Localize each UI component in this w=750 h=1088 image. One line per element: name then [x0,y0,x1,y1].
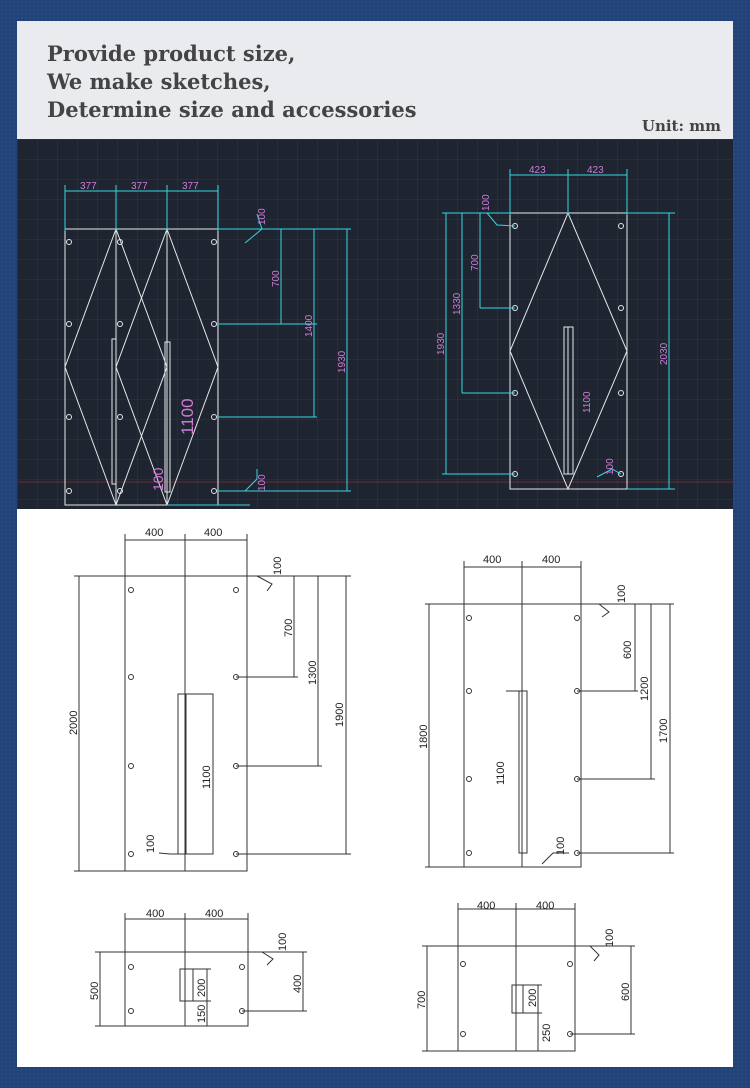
d3-h400: 400 [292,974,304,993]
unit-label: Unit: mm [641,117,721,135]
drawing-700 [422,903,635,1051]
d4-h200: 200 [527,988,539,1007]
d1-h1300: 1300 [307,660,319,685]
cad-right-d1330: 1330 [452,292,463,315]
d2-h600: 600 [622,640,634,659]
d2-h1700: 1700 [658,718,670,743]
cad-left-d700: 700 [271,270,282,287]
cad-right-d2030: 2030 [659,342,670,365]
d2-h1800: 1800 [418,724,430,749]
cad-drawing-panel [17,139,733,509]
d2-h100: 100 [616,584,628,603]
d4-h100: 100 [604,928,616,947]
drawing-2000 [74,534,351,871]
header-panel [17,21,733,139]
cad-left-w3: 377 [182,181,199,192]
d2-h1200: 1200 [639,676,651,701]
d4-h700: 700 [416,990,428,1009]
d4-w1: 400 [477,900,496,912]
d1-h100b: 100 [145,834,157,853]
drawing-1800 [425,561,674,867]
d3-w2: 400 [205,908,224,920]
d4-h250: 250 [541,1023,553,1042]
cad-left-d1100: 1100 [178,398,197,435]
header-line-3: Determine size and accessories [47,97,417,122]
d3-h150: 150 [196,1004,208,1023]
cad-right-d1930: 1930 [436,332,447,355]
d2-w2: 400 [542,554,561,566]
d1-h700: 700 [283,618,295,637]
cad-left-d100-bottom: 100 [257,474,268,491]
technical-drawings [17,509,733,1067]
cad-svg [17,139,733,509]
d3-h100: 100 [277,932,289,951]
d1-h2000: 2000 [68,710,80,735]
d2-h100b: 100 [555,836,567,855]
d4-h600: 600 [620,982,632,1001]
cad-right-d700: 700 [470,254,481,271]
cad-right-w2: 423 [587,165,604,176]
cad-right-d100-top: 100 [481,194,492,211]
cad-left-w2: 377 [131,181,148,192]
d3-h500: 500 [89,981,101,1000]
d3-h200: 200 [196,978,208,997]
d1-w2: 400 [204,527,223,539]
header-line-2: We make sketches, [47,69,271,94]
d1-h100: 100 [272,556,284,575]
cad-left-d1400: 1400 [304,314,315,337]
cad-right-d1100: 1100 [582,391,593,413]
drawings-svg [17,509,733,1067]
d1-w1: 400 [145,527,164,539]
d2-h1100: 1100 [495,761,507,785]
d1-h1900: 1900 [334,702,346,727]
cad-right-w1: 423 [529,165,546,176]
cad-left-w1: 377 [80,181,97,192]
cad-left-d100-small: 100 [150,467,166,491]
d1-h1100: 1100 [201,765,213,789]
header-line-1: Provide product size, [47,41,296,66]
d3-w1: 400 [146,908,165,920]
cad-right-d100-bottom: 100 [605,458,616,475]
d4-w2: 400 [536,900,555,912]
cad-left-d100-top: 100 [257,208,268,225]
d2-w1: 400 [483,554,502,566]
cad-left-d1930: 1930 [337,350,348,373]
